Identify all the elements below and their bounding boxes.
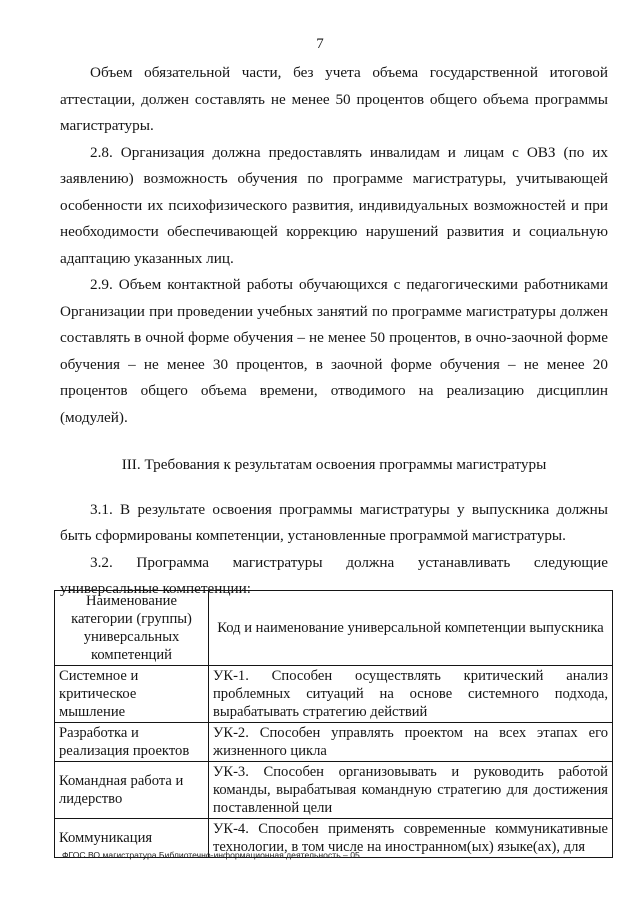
table-cell-category: Системное и критическое мышление bbox=[55, 666, 209, 723]
table-cell-competence: УК-4. Способен применять современные коммуникативные технологии, в том числе на иностранном(ых) языке(ах), для bbox=[209, 819, 613, 858]
table-row bbox=[55, 723, 613, 762]
table-cell-category: Коммуникация bbox=[55, 819, 209, 858]
paragraph: Объем обязательной части, без учета объема государственной итоговой аттестации, должен составлять не менее 50 процентов общего объема программы магистратуры. bbox=[60, 64, 608, 134]
table-cell-competence: УК-1. Способен осуществлять критический анализ проблемных ситуаций на основе системного подхода, вырабатывать стратегию действий bbox=[209, 666, 613, 723]
paragraph: 3.1. В результате освоения программы магистратуры у выпускника должны быть сформированы компетенции, установленные программой магистратуры. bbox=[60, 500, 608, 544]
body-text bbox=[60, 60, 608, 603]
section-title: III. Требования к результатам освоения программы магистратуры bbox=[121, 456, 547, 473]
table-row bbox=[55, 762, 613, 819]
paragraph: 3.2. Программа магистратуры должна устанавливать следующие универсальные компетенции: bbox=[60, 553, 608, 597]
footer-text: ФГОС ВО магистратура Библиотечно-информационная деятельность – 05 bbox=[62, 850, 360, 860]
table-cell-competence: УК-2. Способен управлять проектом на всех этапах его жизненного цикла bbox=[209, 723, 613, 762]
table-cell-category: Командная работа и лидерство bbox=[55, 762, 209, 819]
table-row bbox=[55, 666, 613, 723]
paragraph: 2.8. Организация должна предоставлять инвалидам и лицам с ОВЗ (по их заявлению) возможность обучения по программе магистратуры, учитывающей особенности их психофизического развития, индивидуальных возможностей и при необходимости обеспечивающей коррекцию нарушений развития и социальную адаптацию указанных лиц. bbox=[60, 143, 608, 267]
table-header-competence: Код и наименование универсальной компетенции выпускника bbox=[209, 591, 613, 666]
table-cell-category: Разработка и реализация проектов bbox=[55, 723, 209, 762]
page-number: 7 bbox=[316, 36, 324, 52]
table-header-row bbox=[55, 591, 613, 666]
table-header-category: Наименование категории (группы) универсальных компетенций bbox=[55, 591, 209, 666]
competencies-table bbox=[54, 590, 613, 858]
paragraph: 2.9. Объем контактной работы обучающихся с педагогическими работниками Организации при проведении учебных занятий по программе магистратуры должен составлять в очной форме обучения – не менее 50 процентов, в очно-заочной форме обучения – не менее 30 процентов, в заочной форме обучения – не менее 20 процентов общего объема времени, отводимого на реализацию дисциплин (модулей). bbox=[60, 276, 608, 426]
table-cell-competence: УК-3. Способен организовывать и руководить работой команды, вырабатывая командную стратегию для достижения поставленной цели bbox=[209, 762, 613, 819]
